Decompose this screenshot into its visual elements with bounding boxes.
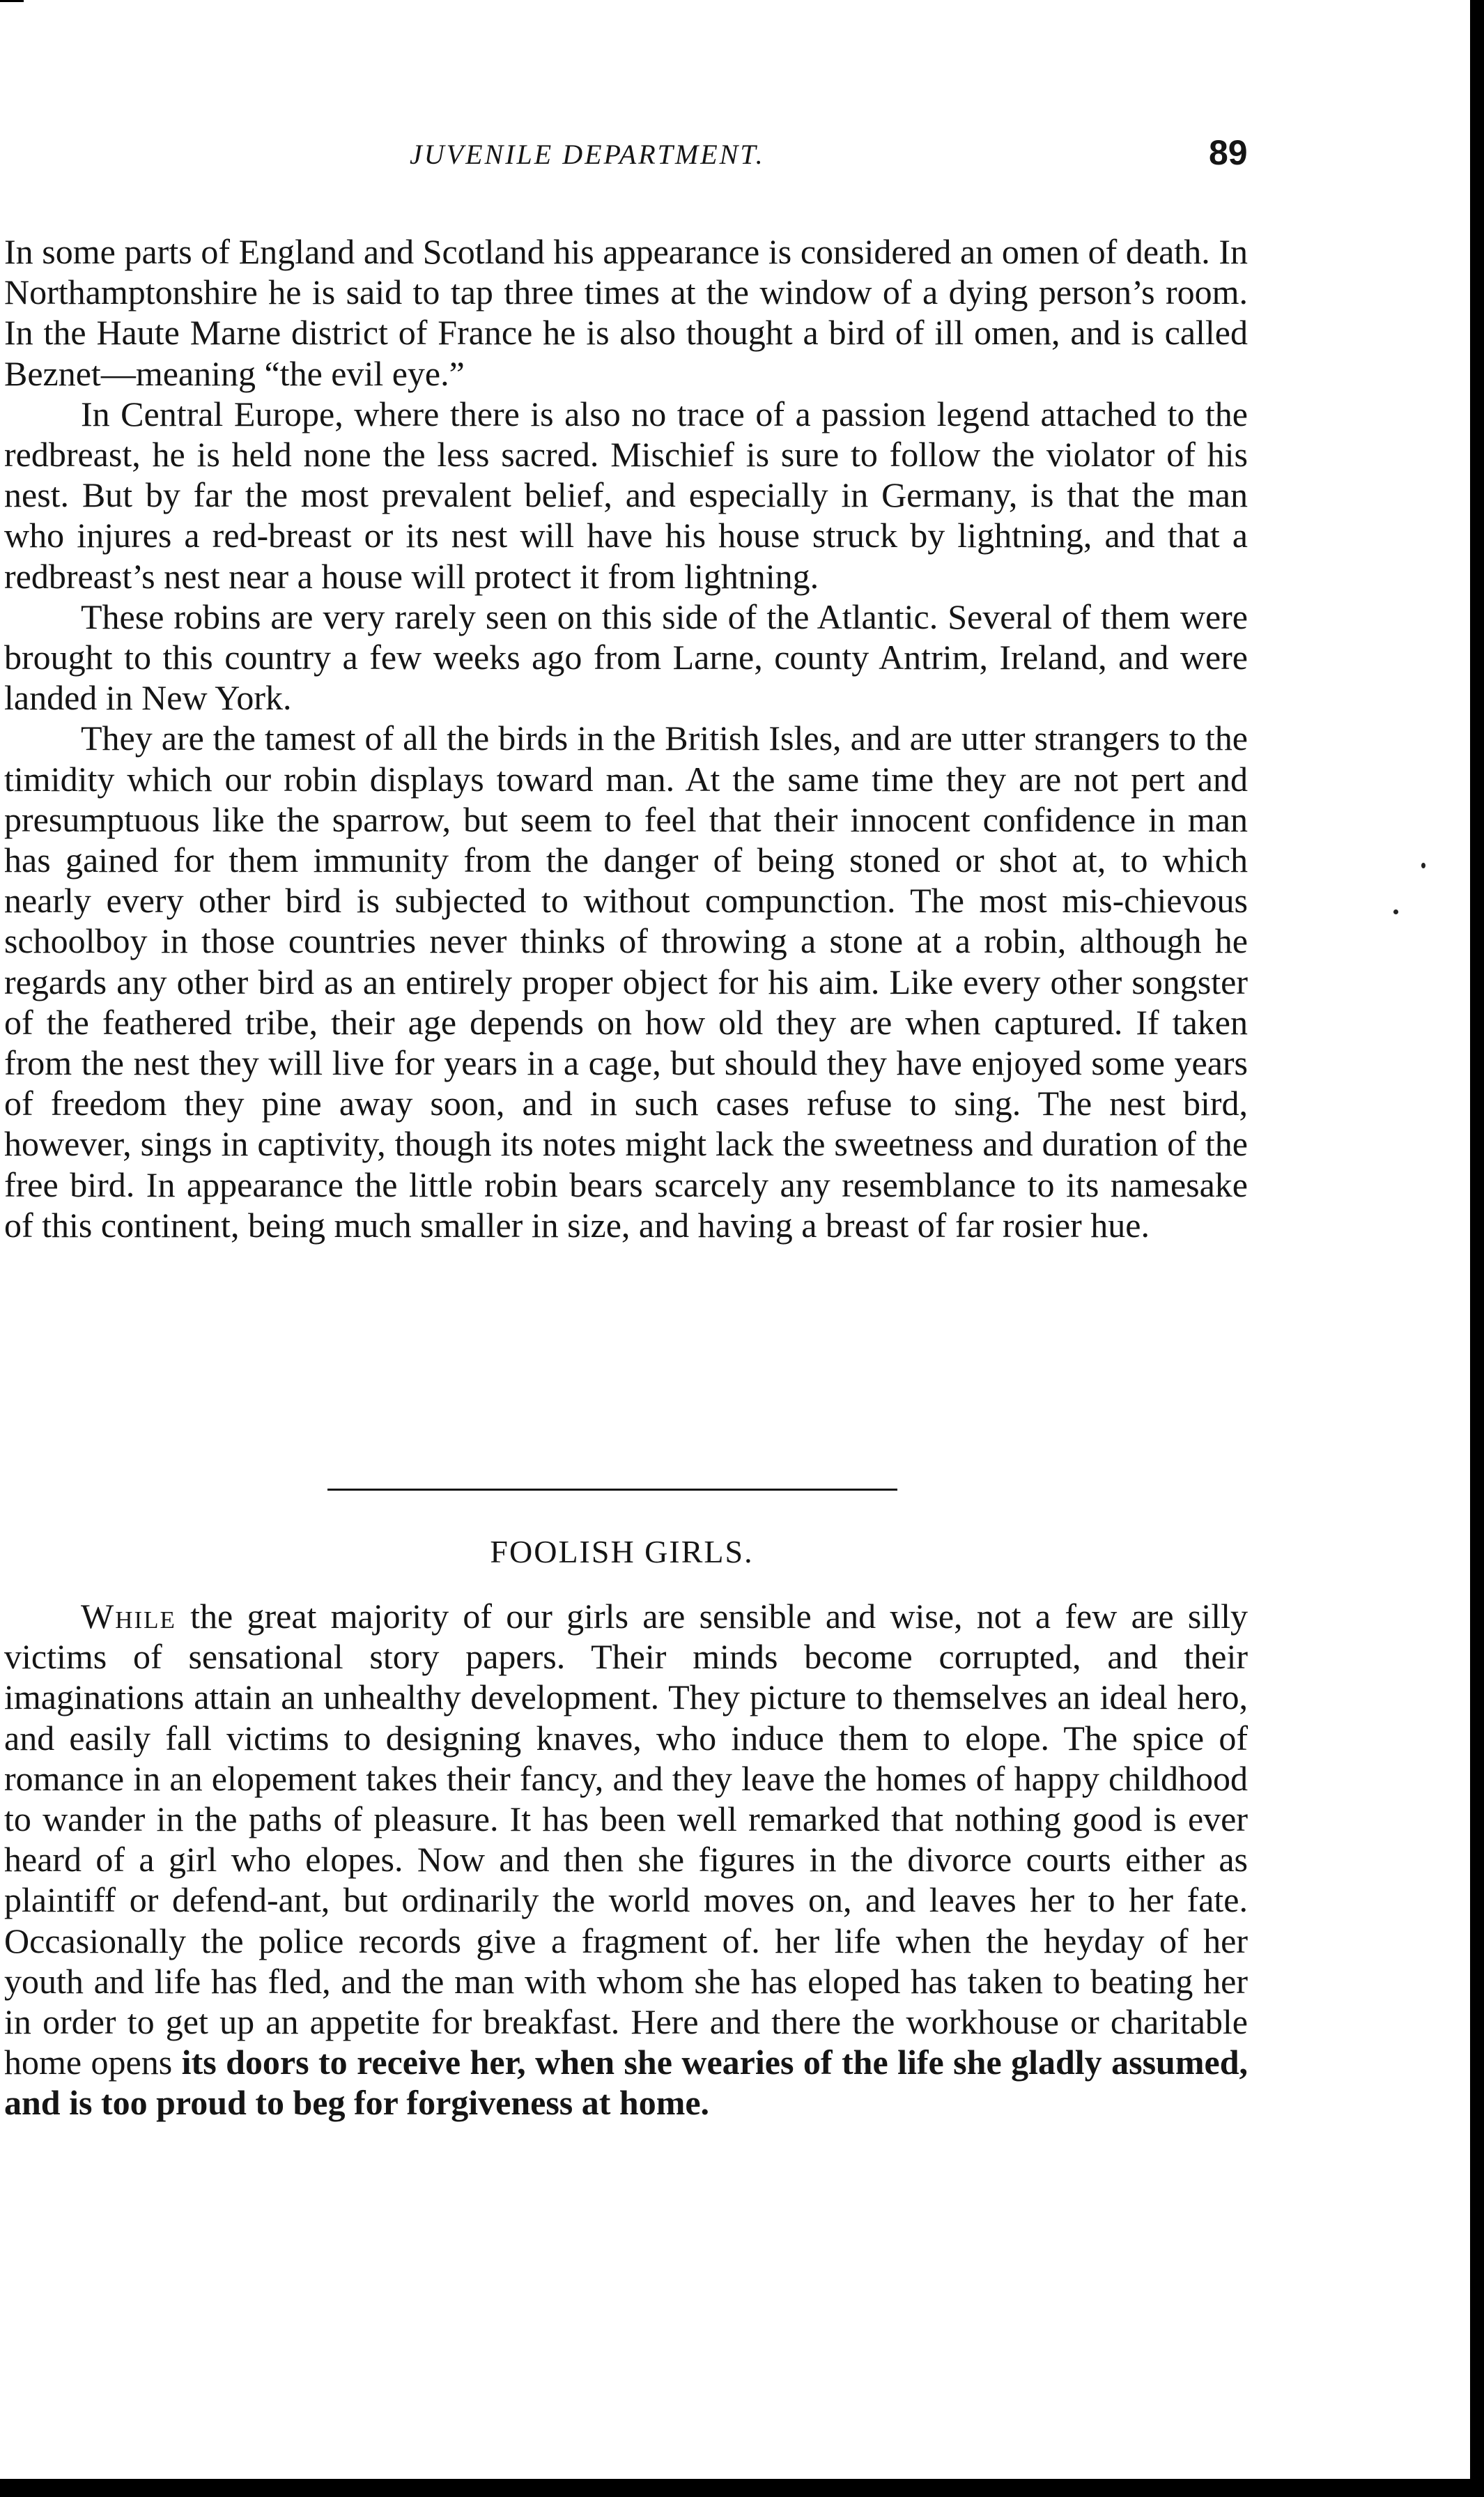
robin-article <box>4 231 1248 1245</box>
page-number: 89 <box>1209 133 1248 172</box>
scan-edge-bottom <box>0 2479 1484 2497</box>
paragraph-body: the great majority of our girls are sensible and wise, not a few are silly victims of sensational story papers. Their minds become corrupted, and their imaginations attain an unhealthy development. They picture to themselves an ideal hero, and easily fall victims to designing knaves, who induce them to elope. The spice of romance in an elopement takes their fancy, and they leave the homes of happy childhood to wander in the paths of pleasure. It has been well remarked that nothing good is ever heard of a girl who elopes. Now and then she figures in the divorce courts either as plaintiff or defend-ant, but ordinarily the world moves on, and leaves her to her fate. Occasionally the police records give a fragment of. her life when the heyday of her youth and life has fled, and the man with whom she has eloped has taken to beating her in order to get up an appetite for breakfast. Here and there the workhouse or charitable home opens <box>4 1597 1248 2082</box>
scan-edge-right <box>1470 0 1484 2497</box>
section-title: FOOLISH GIRLS. <box>490 1534 754 1569</box>
paragraph: They are the tamest of all the birds in the British Isles, and are utter strangers to the timidity which our robin displays toward man. At the same time they are not pert and presumptuous like the sparrow, but seem to feel that their innocent confidence in man has gained for them immunity from the danger of being stoned or shot at, to which nearly every other bird is subjected to without compunction. The most mis-chievous schoolboy in those countries never thinks of throwing a stone at a robin, although he regards any other bird as an entirely proper object for his aim. Like every other songster of the feathered tribe, their age depends on how old they are when captured. If taken from the nest they will live for years in a cage, but should they have enjoyed some years of freedom they pine away soon, and in such cases refuse to sing. The nest bird, however, sings in captivity, though its notes might lack the sweetness and duration of the free bird. In appearance the little robin bears scarcely any resemblance to its namesake of this continent, being much smaller in size, and having a breast of far rosier hue. <box>4 719 1248 1245</box>
paragraph: In Central Europe, where there is also no trace of a passion legend attached to the redbreast, he is held none the less sacred. Mischief is sure to follow the violator of his nest. But by far the most prevalent belief, and especially in Germany, is that the man who injures a red-breast or its nest will have his house struck by lightning, and that a redbreast’s nest near a house will protect it from lightning. <box>4 394 1248 596</box>
lead-word: While <box>81 1597 176 1636</box>
paragraph-closing: its doors to receive her, when she wearies of the life she gladly assumed, and is too proud to beg for forgiveness at home. <box>4 2043 1249 2123</box>
paragraph: In some parts of England and Scotland his appearance is considered an omen of death. In Northamptonshire he is said to tap three times at the window of a dying person’s room. In the Haute Marne district of France he is also thought a bird of ill omen, and is called Beznet—meaning “the evil eye.” <box>4 232 1248 393</box>
section-divider <box>327 1489 897 1491</box>
page-corner-mark <box>0 0 24 2</box>
scan-speck <box>1421 863 1425 868</box>
running-head: JUVENILE DEPARTMENT. <box>410 139 765 170</box>
foolish-girls-article <box>4 1596 1248 2123</box>
scan-speck <box>1393 909 1398 914</box>
paragraph <box>4 1596 1248 2123</box>
paragraph: These robins are very rarely seen on this side of the Atlantic. Several of them were brought to this country a few weeks ago from Larne, county Antrim, Ireland, and were landed in New York. <box>4 597 1248 718</box>
